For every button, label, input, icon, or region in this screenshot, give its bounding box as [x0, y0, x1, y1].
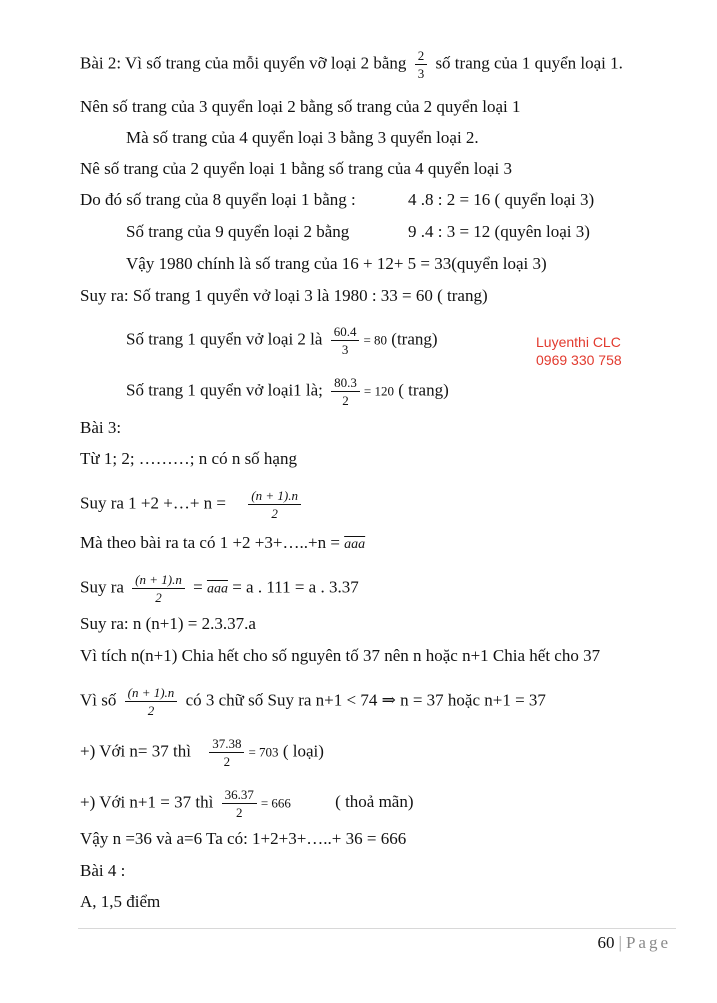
- fraction-37x38-over-2: $\frac{37.38}{2}$: [209, 736, 244, 769]
- bai3-line-2: Suy ra 1 +2 +…+ n = $\frac{(n + 1).n}{2}$: [80, 488, 305, 521]
- overline-aaa: $\overline{aaa}$: [344, 537, 366, 552]
- bai3-line-1: Từ 1; 2; ………; n có n số hạng: [80, 449, 297, 468]
- page-footer: [598, 933, 671, 953]
- watermark-phone: 0969 330 758: [536, 352, 622, 368]
- watermark-name: Luyenthi CLC: [536, 334, 621, 350]
- bai3-line-10: Vậy n =36 và a=6 Ta có: 1+2+3+…..+ 36 = 666: [80, 829, 407, 848]
- bai3-line-8: +) Với n= 37 thì $\frac{37.38}{2}$ = 703 ( loại): [80, 736, 324, 769]
- bai2-line-7: Vậy 1980 chính là số trang của 16 + 12+ 5 = 33(quyển loại 3): [126, 254, 547, 273]
- watermark-text: [536, 333, 622, 369]
- bai4-line-1: A, 1,5 điểm: [80, 892, 161, 911]
- bai2-line-3: Mà số trang của 4 quyển loại 3 bằng 3 quyển loại 2.: [126, 128, 479, 147]
- fraction-n-plus-1-n-over-2: $\frac{(n + 1).n}{2}$: [132, 572, 185, 605]
- bai2-line-6b: 9 .4 : 3 = 12 (quyên loại 3): [408, 222, 590, 241]
- page-label: Page: [625, 933, 671, 952]
- bai2-line-9: Số trang 1 quyển vở loại 2 là $\frac{60.4}{3}$ = 80 (trang): [126, 324, 438, 357]
- footer-separator: |: [618, 933, 622, 952]
- bai4-title: Bài 4 :: [80, 861, 126, 880]
- bai3-title: Bài 3:: [80, 418, 122, 437]
- fraction-80x3-over-2: $\frac{80.3}{2}$: [331, 375, 360, 408]
- footer-divider: [78, 928, 676, 929]
- bai2-line-5b: 4 .8 : 2 = 16 ( quyển loại 3): [408, 190, 595, 209]
- bai3-line-3: Mà theo bài ra ta có 1 +2 +3+…..+n = $\overline{aaa}$: [80, 533, 366, 552]
- fraction-two-thirds: $\frac{2}{3}$: [415, 48, 428, 81]
- bai2-line-4: Nê số trang của 2 quyển loại 1 bằng số trang của 4 quyển loại 3: [80, 159, 512, 178]
- page-number: 60: [597, 933, 615, 952]
- bai2-line-1: Bài 2: Vì số trang của mỗi quyển vỡ loại 2 bằng $\frac{2}{3}$ số trang của 1 quyển loại 1.: [80, 48, 623, 81]
- overline-aaa: $\overline{aaa}$: [206, 581, 228, 597]
- bai3-line-6: Vì tích n(n+1) Chia hết cho số nguyên tố 37 nên n hoặc n+1 Chia hết cho 37: [80, 646, 601, 665]
- bai3-line-7: Vì số $\frac{(n + 1).n}{2}$ có 3 chữ số Suy ra n+1 < 74 ⇒ n = 37 hoặc n+1 = 37: [80, 685, 546, 718]
- bai3-line-5: Suy ra: n (n+1) = 2.3.37.a: [80, 614, 256, 633]
- fraction-n-plus-1-n-over-2: $\frac{(n + 1).n}{2}$: [248, 488, 301, 521]
- bai3-line-9: +) Với n+1 = 37 thì $\frac{36.37}{2}$ = 666 ( thoả mãn): [80, 787, 414, 820]
- bai2-line-8: Suy ra: Số trang 1 quyển vở loại 3 là 1980 : 33 = 60 ( trang): [80, 286, 488, 305]
- fraction-60x4-over-3: $\frac{60.4}{3}$: [331, 324, 360, 357]
- bai2-line-5a: Do đó số trang của 8 quyển loại 1 bằng :: [80, 190, 356, 209]
- fraction-36x37-over-2: $\frac{36.37}{2}$: [222, 787, 257, 820]
- bai2-line-2: Nên số trang của 3 quyển loại 2 bằng số trang của 2 quyển loại 1: [80, 97, 521, 116]
- fraction-n-plus-1-n-over-2: $\frac{(n + 1).n}{2}$: [125, 685, 178, 718]
- bai2-line-6a: Số trang của 9 quyển loại 2 bằng: [126, 222, 350, 241]
- bai2-line-10: Số trang 1 quyển vở loại1 là; $\frac{80.3}{2}$ = 120 ( trang): [126, 375, 449, 408]
- bai3-line-4: Suy ra $\frac{(n + 1).n}{2}$ = $\overline{aaa} = a$ . 111 = a . 3.37: [80, 572, 359, 605]
